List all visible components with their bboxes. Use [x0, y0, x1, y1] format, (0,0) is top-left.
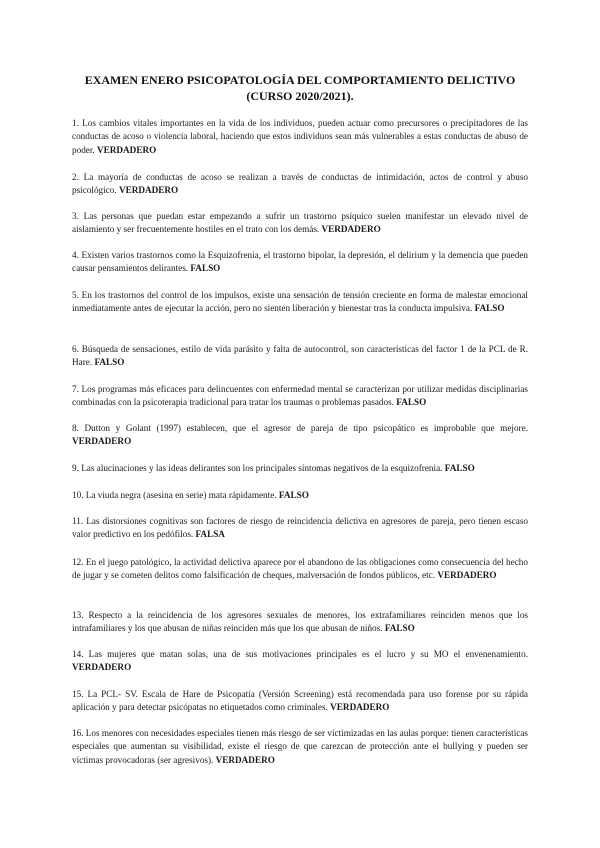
question-item: 13. Respecto a la reincidencia de los agresores sexuales de menores, los extrafamiliares reinciden menos que los intrafamiliares y los que abusan de niñas reinciden más que los que abusan de niños. FALSO: [72, 610, 528, 634]
answer-label: FALSO: [278, 490, 309, 500]
answer-label: VERDADERO: [118, 185, 179, 196]
answer-label: VERDADERO: [215, 754, 275, 765]
question-item: 7. Los programas más eficaces para delincuentes con enfermedad mental se caracterizan por utilizar medidas disciplinarias combinadas con la psicoterapia tradicional para tratar los traumas o problemas pasados. FALSO: [72, 384, 528, 408]
question-item: 2. La mayoría de conductas de acoso se realizan a través de conductas de intimidación, actos de control y abuso psicológico. VERDADERO: [72, 172, 528, 196]
page-title: [60, 72, 540, 104]
question-item: 4. Existen varios trastornos como la Esquizofrenia, el trastorno bipolar, la depresión, el delirium y la demencia que pueden causar pensamientos delirantes. FALSO: [72, 250, 528, 274]
title-line-2: (CURSO 2020/2021).: [246, 89, 354, 103]
question-item: 11. Las distorsiones cognitivas son factores de riesgo de reincidencia delictiva en agresores de pareja, pero tienen escaso valor predictivo en los pedófilos. FALSA: [72, 516, 528, 540]
answer-label: FALSO: [384, 623, 415, 634]
answer-label: FALSO: [190, 263, 221, 274]
answer-label: FALSO: [94, 357, 125, 368]
answer-label: FALSA: [195, 529, 225, 540]
answer-label: VERDADERO: [321, 224, 381, 235]
question-item: 10. La viuda negra (asesina en serie) mata rápidamente. FALSO: [72, 490, 309, 500]
question-item: 1. Los cambios vitales importantes en la vida de los individuos, pueden actuar como precursores o precipitadores de las conductas de acoso o violencia laboral, haciendo que estos individuos sean más vulnerables a estas conductas de abuso de poder. VERDADERO: [72, 118, 528, 155]
question-item: 15. La PCL- SV. Escala de Hare de Psicopatía (Versión Screening) está recomendada para uso forense por su rápida aplicación y para detectar psicópatas no etiquetados como criminales. VERDADERO: [72, 689, 528, 713]
answer-label: VERDADERO: [330, 702, 390, 713]
question-item: 9. Las alucinaciones y las ideas delirantes son los principales síntomas negativos de la esquizofrenia. FALSO: [72, 463, 475, 473]
title-line-1: EXAMEN ENERO PSICOPATOLOGÍA DEL COMPORTAMIENTO DELICTIVO: [84, 73, 516, 87]
answer-label: VERDADERO: [72, 662, 132, 673]
answer-label: FALSO: [474, 303, 505, 314]
answer-label: VERDADERO: [437, 570, 497, 581]
question-item: 14. Las mujeres que matan solas, una de sus motivaciones principales es el lucro y su MO el envenenamiento. VERDADERO: [72, 649, 528, 673]
answer-label: VERDADERO: [72, 436, 132, 447]
question-item: 12. En el juego patológico, la actividad delictiva aparece por el abandono de las obligaciones como consecuencia del hecho de jugar y se cometen delitos como falsificación de cheques, malversación de fondos públicos, etc. VERDADERO: [72, 557, 528, 581]
question-item: 3. Las personas que puedan estar empezando a sufrir un trastorno psíquico suelen manifestar un elevado nivel de aislamiento y ser frecuentemente hostiles en el trato con los demás. VERDADERO: [72, 211, 528, 235]
answer-label: FALSO: [396, 397, 427, 408]
question-item: 5. En los trastornos del control de los impulsos, existe una sensación de tensión creciente en forma de malestar emocional inmediatamente antes de ejecutar la acción, pero no sienten liberación y bienestar tras la conducta impulsiva. FALSO: [72, 290, 528, 314]
answer-label: VERDADERO: [97, 144, 157, 155]
question-item: 16. Los menores con necesidades especiales tienen más riesgo de ser victimizadas en las aulas porque: tienen características especiales que aumentan su visibilidad, existe el riesgo de que carezcan de protección ante el bullying y pueden ser víctimas provocadoras (ser agresivos). VERDADERO: [72, 728, 528, 765]
answer-label: FALSO: [444, 463, 475, 473]
question-item: 8. Dutton y Golant (1997) establecen, que el agresor de pareja de tipo psicopático es improbable que mejore. VERDADERO: [72, 423, 528, 447]
question-item: 6. Búsqueda de sensaciones, estilo de vida parásito y falta de autocontrol, son características del factor 1 de la PCL de R. Hare. FALSO: [72, 344, 528, 368]
